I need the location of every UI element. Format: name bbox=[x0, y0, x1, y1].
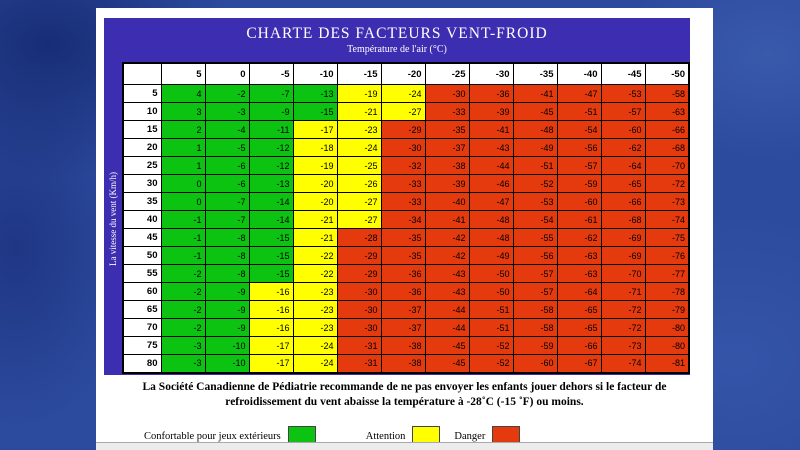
windchill-value-cell: -34 bbox=[381, 211, 425, 229]
windchill-value-cell: -39 bbox=[425, 175, 469, 193]
windchill-value-cell: -58 bbox=[513, 319, 557, 337]
windchill-value-cell: -48 bbox=[513, 121, 557, 139]
table-row bbox=[123, 193, 689, 211]
windchill-value-cell: -2 bbox=[161, 301, 205, 319]
table-row bbox=[123, 355, 689, 373]
legend-label-danger: Danger bbox=[454, 430, 486, 442]
windchill-value-cell: -13 bbox=[249, 175, 293, 193]
windchill-value-cell: -15 bbox=[249, 229, 293, 247]
windchill-value-cell: -57 bbox=[557, 157, 601, 175]
windchill-value-cell: -46 bbox=[469, 175, 513, 193]
windchill-value-cell: -53 bbox=[601, 85, 645, 103]
windchill-value-cell: -21 bbox=[293, 229, 337, 247]
col-header-cell: -20 bbox=[381, 63, 425, 85]
legend-label-comfortable: Confortable pour jeux extérieurs bbox=[144, 430, 281, 442]
col-header-cell: 0 bbox=[205, 63, 249, 85]
windchill-value-cell: -57 bbox=[513, 283, 557, 301]
windchill-value-cell: -65 bbox=[557, 319, 601, 337]
windchill-value-cell: -71 bbox=[601, 283, 645, 301]
windchill-value-cell: -17 bbox=[249, 355, 293, 373]
table-row bbox=[123, 247, 689, 265]
windchill-value-cell: -43 bbox=[425, 283, 469, 301]
advisory-line-1: La Société Canadienne de Pédiatrie recommande de ne pas envoyer les enfants jouer dehors si le facteur de bbox=[142, 381, 667, 393]
row-header-cell: 5 bbox=[123, 85, 161, 103]
windchill-value-cell: -59 bbox=[557, 175, 601, 193]
windchill-value-cell: -9 bbox=[205, 319, 249, 337]
y-axis-strip bbox=[104, 62, 122, 375]
table-row bbox=[123, 301, 689, 319]
windchill-value-cell: -8 bbox=[205, 247, 249, 265]
windchill-value-cell: -66 bbox=[601, 193, 645, 211]
table-row bbox=[123, 157, 689, 175]
windchill-value-cell: -50 bbox=[469, 283, 513, 301]
windchill-value-cell: -41 bbox=[469, 121, 513, 139]
windchill-value-cell: -24 bbox=[381, 85, 425, 103]
windchill-value-cell: -38 bbox=[381, 355, 425, 373]
windchill-value-cell: 4 bbox=[161, 85, 205, 103]
windchill-value-cell: -37 bbox=[425, 139, 469, 157]
windchill-value-cell: -60 bbox=[557, 193, 601, 211]
windchill-value-cell: -30 bbox=[337, 283, 381, 301]
col-header-cell: -50 bbox=[645, 63, 689, 85]
windchill-value-cell: -57 bbox=[601, 103, 645, 121]
windchill-value-cell: -35 bbox=[425, 121, 469, 139]
windchill-value-cell: -19 bbox=[293, 157, 337, 175]
windchill-value-cell: -50 bbox=[469, 265, 513, 283]
windchill-value-cell: -32 bbox=[381, 157, 425, 175]
windchill-value-cell: -27 bbox=[337, 193, 381, 211]
windchill-value-cell: -61 bbox=[557, 211, 601, 229]
row-header-cell: 35 bbox=[123, 193, 161, 211]
wind-speed-axis-label: La vitesse du vent (Km/h) bbox=[108, 171, 118, 266]
windchill-value-cell: -36 bbox=[381, 283, 425, 301]
windchill-value-cell: -58 bbox=[513, 301, 557, 319]
col-header-cell: -45 bbox=[601, 63, 645, 85]
windchill-value-cell: -54 bbox=[557, 121, 601, 139]
bottom-page-edge bbox=[96, 442, 713, 450]
windchill-value-cell: -29 bbox=[337, 265, 381, 283]
windchill-value-cell: -60 bbox=[601, 121, 645, 139]
windchill-value-cell: -41 bbox=[425, 211, 469, 229]
windchill-value-cell: -48 bbox=[469, 211, 513, 229]
windchill-value-cell: -3 bbox=[161, 337, 205, 355]
windchill-value-cell: -23 bbox=[293, 301, 337, 319]
windchill-value-cell: -30 bbox=[425, 85, 469, 103]
windchill-value-cell: -16 bbox=[249, 319, 293, 337]
row-header-cell: 80 bbox=[123, 355, 161, 373]
advisory-text bbox=[114, 380, 695, 409]
windchill-value-cell: -42 bbox=[425, 247, 469, 265]
table-row bbox=[123, 175, 689, 193]
windchill-value-cell: -4 bbox=[205, 121, 249, 139]
windchill-value-cell: -57 bbox=[513, 265, 557, 283]
windchill-value-cell: -63 bbox=[557, 265, 601, 283]
advisory-line-2: refroidissement du vent abaisse la température à -28˚C (-15 ˚F) ou moins. bbox=[225, 395, 584, 408]
row-header-cell: 70 bbox=[123, 319, 161, 337]
windchill-value-cell: 2 bbox=[161, 121, 205, 139]
windchill-value-cell: -47 bbox=[469, 193, 513, 211]
windchill-value-cell: -29 bbox=[337, 247, 381, 265]
windchill-value-cell: -37 bbox=[381, 301, 425, 319]
windchill-value-cell: -60 bbox=[513, 355, 557, 373]
windchill-value-cell: 1 bbox=[161, 139, 205, 157]
windchill-value-cell: -67 bbox=[557, 355, 601, 373]
windchill-value-cell: -2 bbox=[161, 283, 205, 301]
windchill-value-cell: -58 bbox=[645, 85, 689, 103]
windchill-value-cell: -30 bbox=[337, 301, 381, 319]
table-row bbox=[123, 337, 689, 355]
table-row bbox=[123, 319, 689, 337]
windchill-value-cell: -80 bbox=[645, 337, 689, 355]
windchill-value-cell: -63 bbox=[557, 247, 601, 265]
windchill-value-cell: -35 bbox=[381, 247, 425, 265]
windchill-value-cell: -72 bbox=[601, 319, 645, 337]
windchill-value-cell: -43 bbox=[425, 265, 469, 283]
windchill-value-cell: -24 bbox=[337, 139, 381, 157]
windchill-value-cell: -54 bbox=[513, 211, 557, 229]
windchill-value-cell: -64 bbox=[557, 283, 601, 301]
row-header-cell: 50 bbox=[123, 247, 161, 265]
windchill-value-cell: -24 bbox=[293, 355, 337, 373]
windchill-value-cell: -78 bbox=[645, 283, 689, 301]
column-header-row bbox=[123, 63, 689, 85]
col-header-cell: -15 bbox=[337, 63, 381, 85]
windchill-value-cell: -49 bbox=[469, 247, 513, 265]
windchill-value-cell: -18 bbox=[293, 139, 337, 157]
windchill-value-cell: 3 bbox=[161, 103, 205, 121]
windchill-value-cell: -13 bbox=[293, 85, 337, 103]
windchill-value-cell: -36 bbox=[381, 265, 425, 283]
windchill-value-cell: -6 bbox=[205, 157, 249, 175]
windchill-value-cell: -14 bbox=[249, 193, 293, 211]
table-row bbox=[123, 103, 689, 121]
windchill-value-cell: -55 bbox=[513, 229, 557, 247]
col-header-cell: -35 bbox=[513, 63, 557, 85]
windchill-value-cell: -16 bbox=[249, 283, 293, 301]
windchill-value-cell: -8 bbox=[205, 229, 249, 247]
windchill-value-cell: -69 bbox=[601, 229, 645, 247]
windchill-value-cell: -10 bbox=[205, 337, 249, 355]
windchill-value-cell: -16 bbox=[249, 301, 293, 319]
windchill-value-cell: -6 bbox=[205, 175, 249, 193]
windchill-value-cell: -38 bbox=[381, 337, 425, 355]
windchill-value-cell: 1 bbox=[161, 157, 205, 175]
windchill-value-cell: -30 bbox=[337, 319, 381, 337]
windchill-value-cell: -33 bbox=[381, 193, 425, 211]
table-row bbox=[123, 121, 689, 139]
row-header-cell: 15 bbox=[123, 121, 161, 139]
windchill-value-cell: -9 bbox=[205, 301, 249, 319]
windchill-value-cell: -1 bbox=[161, 247, 205, 265]
windchill-value-cell: -33 bbox=[425, 103, 469, 121]
col-header-cell: -40 bbox=[557, 63, 601, 85]
col-header-cell: -30 bbox=[469, 63, 513, 85]
windchill-value-cell: -70 bbox=[601, 265, 645, 283]
windchill-value-cell: -7 bbox=[249, 85, 293, 103]
windchill-value-cell: -66 bbox=[645, 121, 689, 139]
windchill-value-cell: -70 bbox=[645, 157, 689, 175]
windchill-value-cell: -52 bbox=[469, 355, 513, 373]
row-header-cell: 30 bbox=[123, 175, 161, 193]
windchill-value-cell: -44 bbox=[469, 157, 513, 175]
windchill-value-cell: -44 bbox=[425, 319, 469, 337]
windchill-value-cell: -39 bbox=[469, 103, 513, 121]
windchill-value-cell: -9 bbox=[249, 103, 293, 121]
windchill-value-cell: -8 bbox=[205, 265, 249, 283]
windchill-value-cell: -29 bbox=[381, 121, 425, 139]
table-row bbox=[123, 211, 689, 229]
windchill-value-cell: -73 bbox=[645, 193, 689, 211]
windchill-value-cell: -53 bbox=[513, 193, 557, 211]
windchill-value-cell: -52 bbox=[469, 337, 513, 355]
row-header-cell: 45 bbox=[123, 229, 161, 247]
windchill-value-cell: -62 bbox=[601, 139, 645, 157]
windchill-value-cell: -38 bbox=[425, 157, 469, 175]
windchill-value-cell: -2 bbox=[161, 265, 205, 283]
legend-label-attention: Attention bbox=[365, 430, 406, 442]
row-header-cell: 40 bbox=[123, 211, 161, 229]
windchill-value-cell: -24 bbox=[293, 337, 337, 355]
col-header-cell: -25 bbox=[425, 63, 469, 85]
windchill-value-cell: -51 bbox=[513, 157, 557, 175]
windchill-value-cell: -52 bbox=[513, 175, 557, 193]
windchill-value-cell: -11 bbox=[249, 121, 293, 139]
chart-body bbox=[104, 62, 690, 375]
windchill-value-cell: -23 bbox=[293, 319, 337, 337]
windchill-value-cell: -20 bbox=[293, 193, 337, 211]
windchill-value-cell: -65 bbox=[557, 301, 601, 319]
windchill-value-cell: -68 bbox=[601, 211, 645, 229]
windchill-value-cell: -23 bbox=[293, 283, 337, 301]
windchill-value-cell: -5 bbox=[205, 139, 249, 157]
row-header-cell: 75 bbox=[123, 337, 161, 355]
windchill-value-cell: -45 bbox=[425, 337, 469, 355]
windchill-value-cell: -17 bbox=[293, 121, 337, 139]
table-row bbox=[123, 283, 689, 301]
windchill-value-cell: -25 bbox=[337, 157, 381, 175]
windchill-value-cell: -69 bbox=[601, 247, 645, 265]
windchill-value-cell: -12 bbox=[249, 139, 293, 157]
windchill-value-cell: -79 bbox=[645, 301, 689, 319]
windchill-value-cell: -77 bbox=[645, 265, 689, 283]
table-body bbox=[123, 63, 689, 373]
row-header-cell: 25 bbox=[123, 157, 161, 175]
windchill-value-cell: -72 bbox=[645, 175, 689, 193]
windchill-value-cell: -47 bbox=[557, 85, 601, 103]
windchill-value-cell: -44 bbox=[425, 301, 469, 319]
windchill-value-cell: -35 bbox=[381, 229, 425, 247]
row-header-cell: 65 bbox=[123, 301, 161, 319]
windchill-value-cell: -22 bbox=[293, 247, 337, 265]
windchill-value-cell: -72 bbox=[601, 301, 645, 319]
windchill-value-cell: -63 bbox=[645, 103, 689, 121]
windchill-value-cell: -17 bbox=[249, 337, 293, 355]
windchill-value-cell: -56 bbox=[513, 247, 557, 265]
windchill-value-cell: -7 bbox=[205, 193, 249, 211]
windchill-value-cell: 0 bbox=[161, 193, 205, 211]
windchill-value-cell: -31 bbox=[337, 355, 381, 373]
chart-subtitle: Température de l'air (°C) bbox=[347, 44, 447, 55]
windchill-value-cell: -56 bbox=[557, 139, 601, 157]
windchill-value-cell: -3 bbox=[205, 103, 249, 121]
windchill-value-cell: -45 bbox=[425, 355, 469, 373]
windchill-value-cell: -27 bbox=[337, 211, 381, 229]
windchill-chart bbox=[104, 18, 690, 375]
windchill-value-cell: -15 bbox=[293, 103, 337, 121]
windchill-value-cell: -76 bbox=[645, 247, 689, 265]
windchill-value-cell: -22 bbox=[293, 265, 337, 283]
table-row bbox=[123, 139, 689, 157]
col-header-cell: -10 bbox=[293, 63, 337, 85]
windchill-value-cell: -65 bbox=[601, 175, 645, 193]
row-header-cell: 60 bbox=[123, 283, 161, 301]
windchill-value-cell: -1 bbox=[161, 211, 205, 229]
windchill-value-cell: -75 bbox=[645, 229, 689, 247]
row-header-cell: 20 bbox=[123, 139, 161, 157]
windchill-value-cell: -15 bbox=[249, 247, 293, 265]
col-header-cell: 5 bbox=[161, 63, 205, 85]
windchill-value-cell: -51 bbox=[557, 103, 601, 121]
windchill-value-cell: -80 bbox=[645, 319, 689, 337]
windchill-value-cell: -74 bbox=[601, 355, 645, 373]
windchill-value-cell: -21 bbox=[293, 211, 337, 229]
windchill-value-cell: -36 bbox=[469, 85, 513, 103]
windchill-value-cell: -14 bbox=[249, 211, 293, 229]
corner-cell bbox=[123, 63, 161, 85]
chart-title: CHARTE DES FACTEURS VENT-FROID bbox=[246, 25, 548, 42]
windchill-value-cell: -81 bbox=[645, 355, 689, 373]
content-panel bbox=[96, 8, 713, 442]
windchill-value-cell: -7 bbox=[205, 211, 249, 229]
windchill-value-cell: -37 bbox=[381, 319, 425, 337]
windchill-value-cell: -45 bbox=[513, 103, 557, 121]
windchill-value-cell: -33 bbox=[381, 175, 425, 193]
windchill-table bbox=[122, 62, 690, 374]
windchill-value-cell: -31 bbox=[337, 337, 381, 355]
windchill-value-cell: -21 bbox=[337, 103, 381, 121]
row-header-cell: 10 bbox=[123, 103, 161, 121]
windchill-value-cell: -43 bbox=[469, 139, 513, 157]
row-header-cell: 55 bbox=[123, 265, 161, 283]
windchill-value-cell: -2 bbox=[205, 85, 249, 103]
windchill-value-cell: -48 bbox=[469, 229, 513, 247]
windchill-value-cell: -9 bbox=[205, 283, 249, 301]
windchill-value-cell: -27 bbox=[381, 103, 425, 121]
windchill-value-cell: -23 bbox=[337, 121, 381, 139]
windchill-value-cell: -3 bbox=[161, 355, 205, 373]
windchill-value-cell: -19 bbox=[337, 85, 381, 103]
windchill-value-cell: -64 bbox=[601, 157, 645, 175]
col-header-cell: -5 bbox=[249, 63, 293, 85]
windchill-value-cell: -59 bbox=[513, 337, 557, 355]
table-row bbox=[123, 85, 689, 103]
windchill-value-cell: -42 bbox=[425, 229, 469, 247]
windchill-value-cell: -74 bbox=[645, 211, 689, 229]
windchill-value-cell: -2 bbox=[161, 319, 205, 337]
windchill-value-cell: -51 bbox=[469, 301, 513, 319]
windchill-value-cell: -15 bbox=[249, 265, 293, 283]
windchill-value-cell: -41 bbox=[513, 85, 557, 103]
table-row bbox=[123, 265, 689, 283]
windchill-value-cell: -12 bbox=[249, 157, 293, 175]
windchill-value-cell: -10 bbox=[205, 355, 249, 373]
windchill-value-cell: -30 bbox=[381, 139, 425, 157]
windchill-value-cell: -20 bbox=[293, 175, 337, 193]
windchill-value-cell: -66 bbox=[557, 337, 601, 355]
table-row bbox=[123, 229, 689, 247]
windchill-value-cell: -26 bbox=[337, 175, 381, 193]
windchill-value-cell: -28 bbox=[337, 229, 381, 247]
windchill-value-cell: -51 bbox=[469, 319, 513, 337]
windchill-value-cell: -1 bbox=[161, 229, 205, 247]
windchill-value-cell: 0 bbox=[161, 175, 205, 193]
windchill-value-cell: -40 bbox=[425, 193, 469, 211]
windchill-value-cell: -68 bbox=[645, 139, 689, 157]
windchill-value-cell: -62 bbox=[557, 229, 601, 247]
windchill-value-cell: -73 bbox=[601, 337, 645, 355]
windchill-value-cell: -49 bbox=[513, 139, 557, 157]
